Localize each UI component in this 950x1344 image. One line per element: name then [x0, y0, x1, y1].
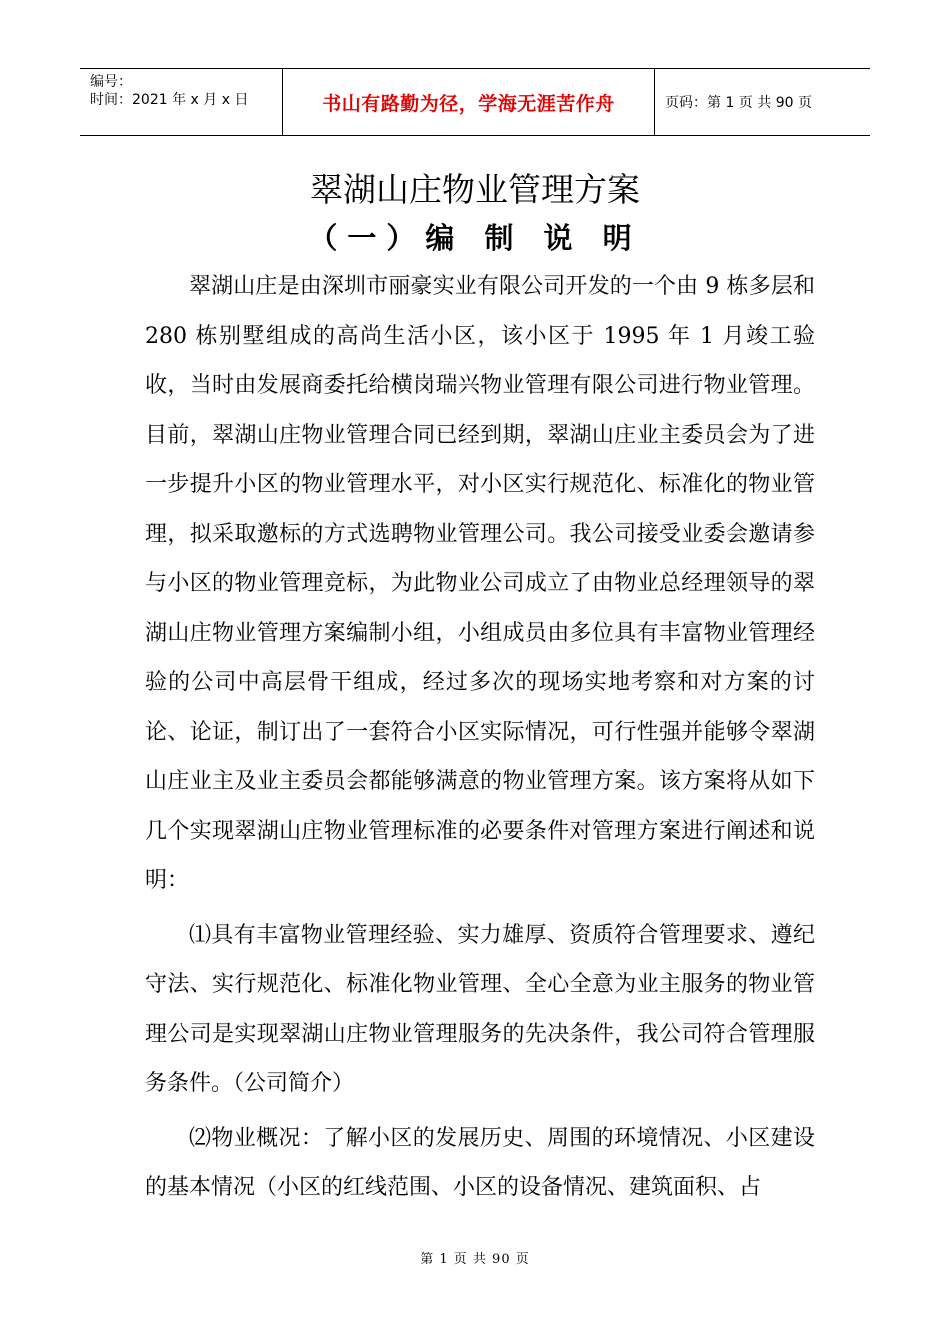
body-paragraph-intro: 翠湖山庄是由深圳市丽豪实业有限公司开发的一个由 9 栋多层和 280 栋别墅组成的高尚生活小区，该小区于 1995 年 1 月竣工验收，当时由发展商委托给横岗瑞兴物业管理有限公司进行物业管理。目前，翠湖山庄物业管理合同已经到期，翠湖山庄业主委员会为了进一步提升小区的物业管理水平，对小区实行规范化、标准化的物业管理，拟采取邀标的方式选聘物业管理公司。我公司接受业委会邀请参与小区的物业管理竞标，为此物业公司成立了由物业总经理领导的翠湖山庄物业管理方案编制小组，小组成员由多位具有丰富物业管理经验的公司中高层骨干组成，经过多次的现场实地考察和对方案的讨论、论证，制订出了一套符合小区实际情况，可行性强并能够令翠湖山庄业主及业主委员会都能够满意的物业管理方案。该方案将从如下几个实现翠湖山庄物业管理标准的必要条件对管理方案进行阐述和说明： [145, 274, 815, 893]
body-paragraph-item-1: ⑴具有丰富物业管理经验、实力雄厚、资质符合管理要求、遵纪守法、实行规范化、标准化物业管理、全心全意为业主服务的物业管理公司是实现翠湖山庄物业管理服务的先决条件，我公司符合管理服务条件。（公司简介） [145, 922, 815, 1096]
body-paragraph-item-2: ⑵物业概况：了解小区的发展历史、周围的环境情况、小区建设的基本情况（小区的红线范围、小区的设备情况、建筑面积、占 [145, 1125, 815, 1200]
header-number-label: 编号： [90, 74, 132, 90]
header-meta [80, 69, 282, 135]
document-body [145, 262, 815, 1213]
header-motto: 书山有路勤为径，学海无涯苦作舟 [282, 69, 655, 135]
document-title: 翠湖山庄物业管理方案 [310, 170, 640, 209]
document-header [80, 68, 870, 136]
header-page-info: 页码：第 1 页 共 90 页 [665, 95, 812, 111]
page-footer: 第 1 页 共 90 页 [420, 1252, 530, 1267]
section-title: （一）编 制 说 明 [308, 221, 642, 255]
header-time-label: 时间：2021 年 x 月 x 日 [90, 92, 249, 108]
